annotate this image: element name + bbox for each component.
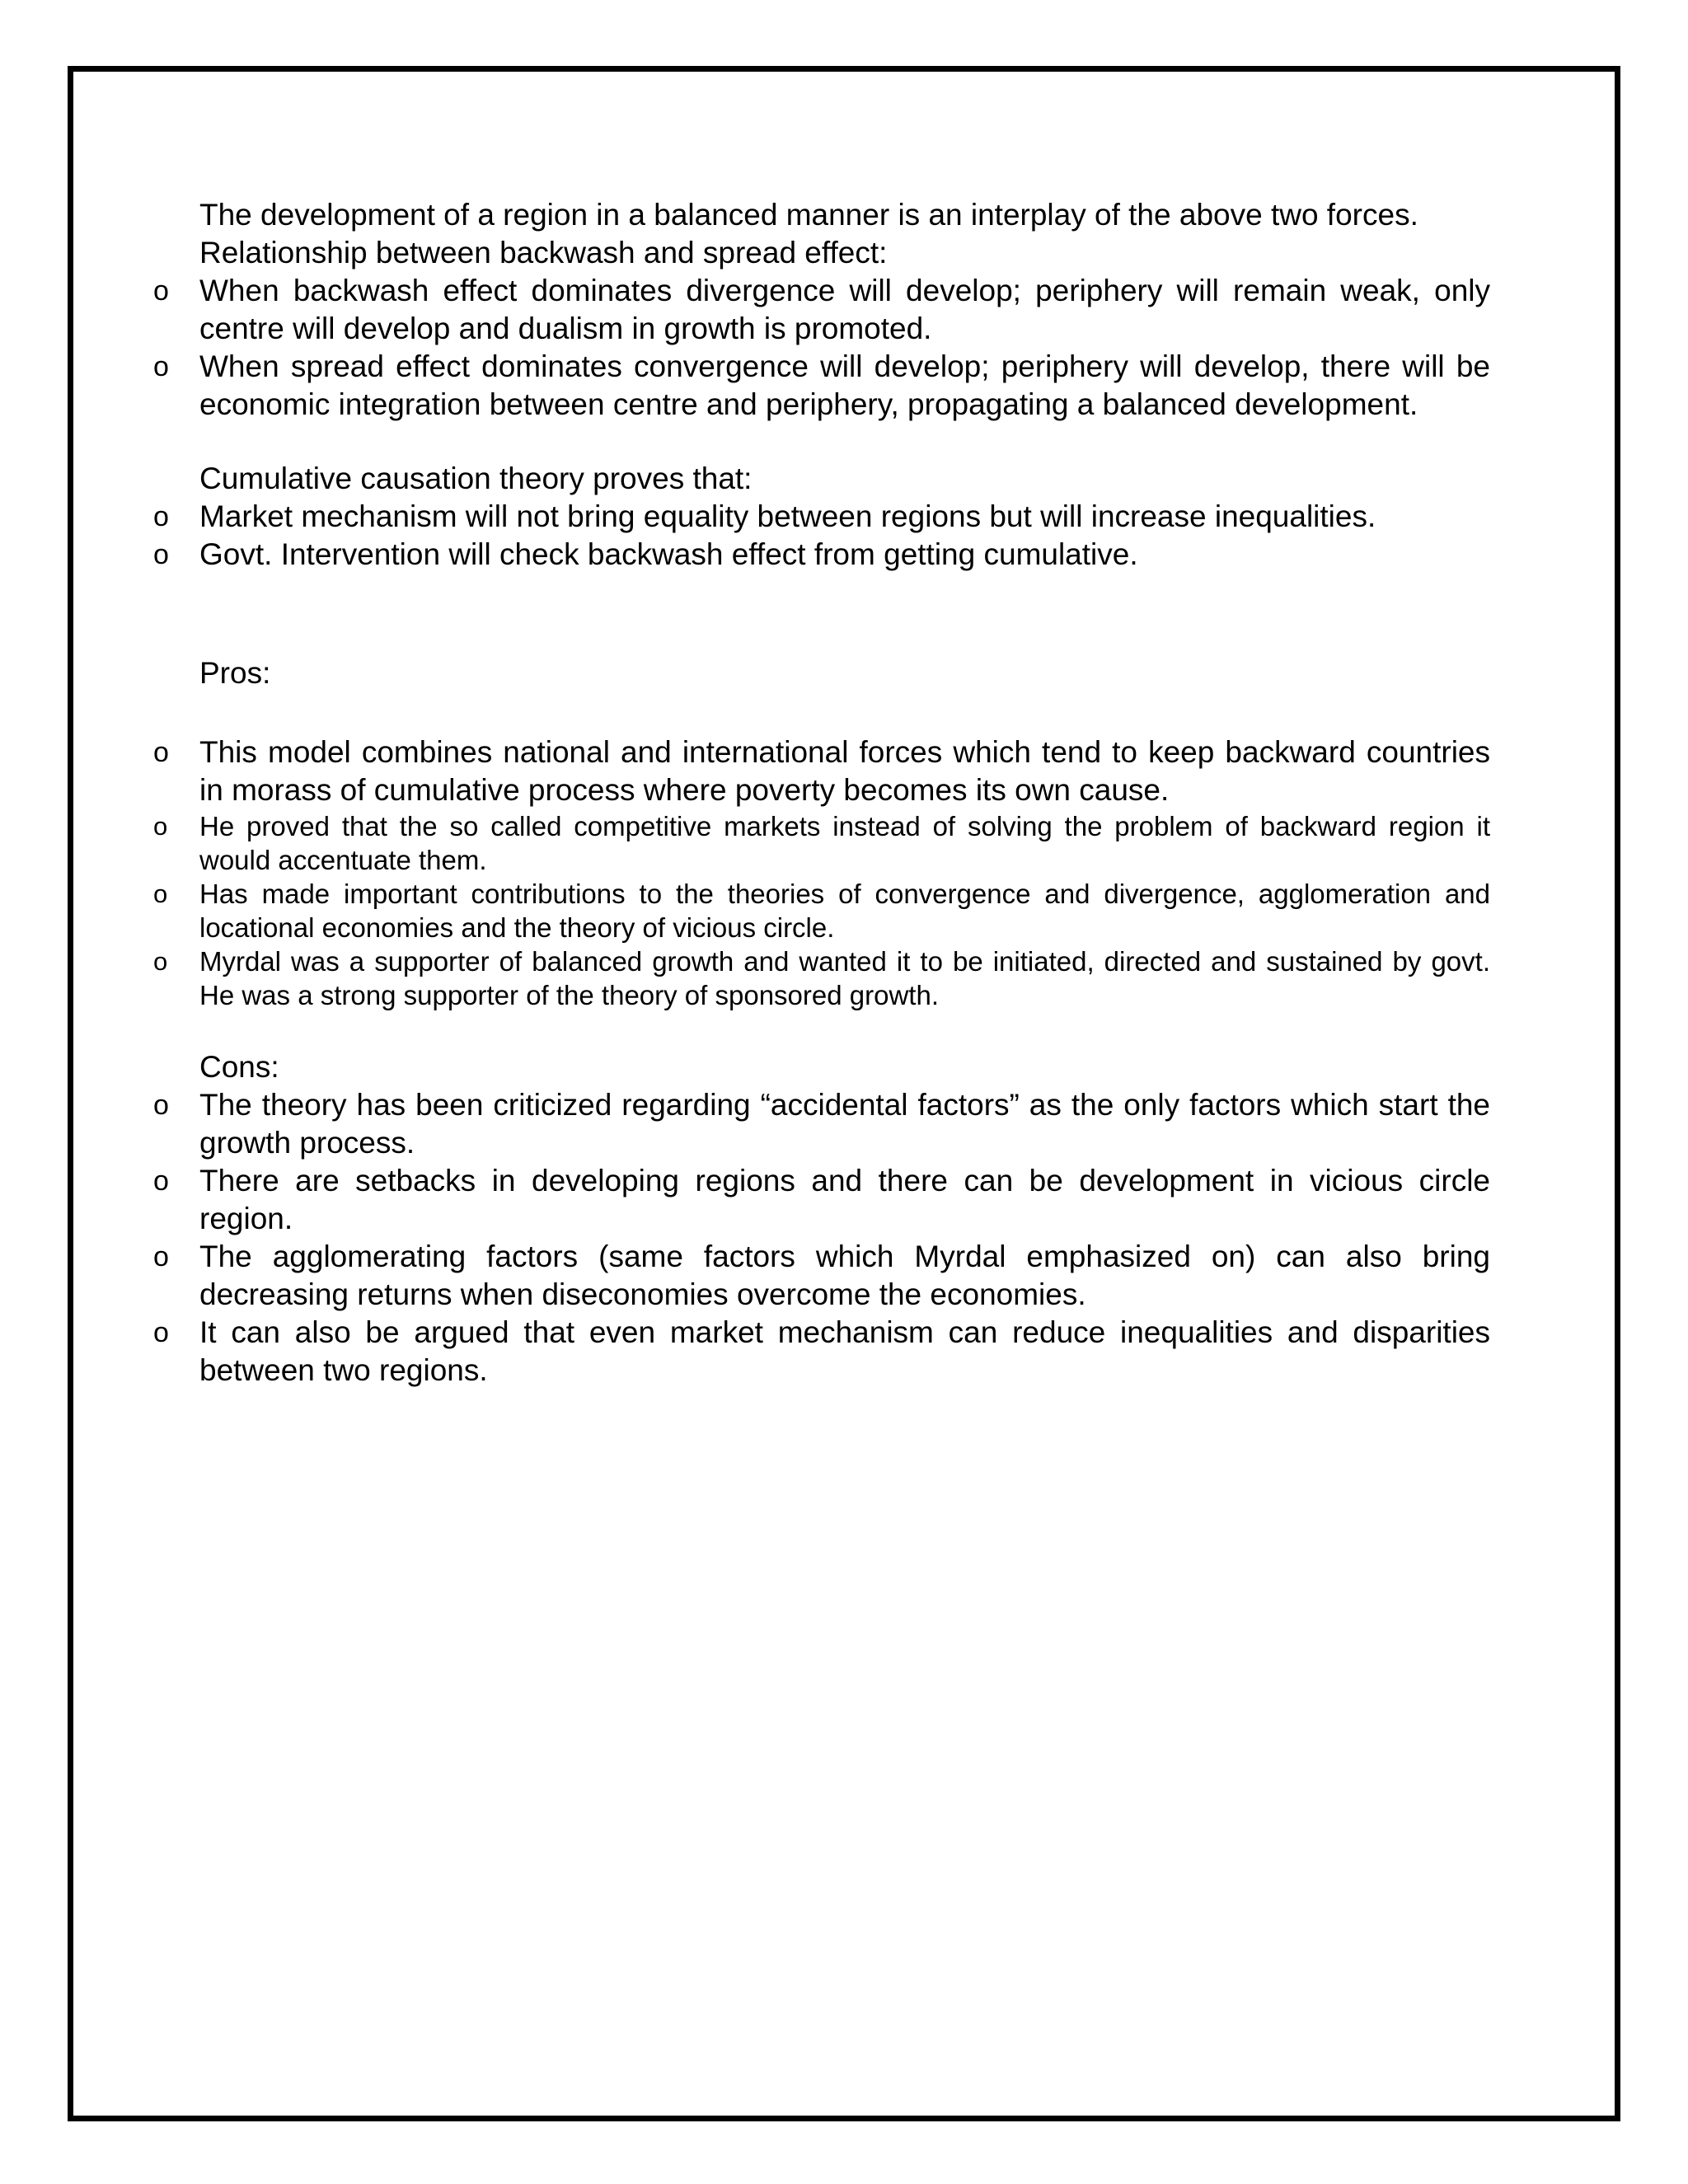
list-item-text: Market mechanism will not bring equality between regions but will increase inequalities. bbox=[199, 499, 1376, 533]
bullet-icon: o bbox=[153, 1090, 169, 1121]
list-item bbox=[153, 348, 1490, 424]
pros-list-main bbox=[153, 733, 1490, 809]
list-item-text: This model combines national and international forces which tend to keep backward countries in morass of cumulative process where poverty becomes its own cause. bbox=[199, 735, 1490, 807]
bullet-icon: o bbox=[153, 1165, 169, 1197]
pros-list-detail bbox=[153, 809, 1490, 1012]
bullet-icon: o bbox=[153, 539, 169, 570]
cumulative-heading: Cumulative causation theory proves that: bbox=[199, 462, 753, 495]
bullet-icon: o bbox=[153, 275, 169, 307]
bullet-icon: o bbox=[153, 1317, 169, 1348]
list-item bbox=[153, 944, 1490, 1012]
list-item bbox=[153, 1162, 1490, 1238]
list-item bbox=[153, 1086, 1490, 1162]
cumulative-list bbox=[153, 498, 1490, 574]
bullet-icon: o bbox=[153, 351, 169, 382]
list-item bbox=[153, 1314, 1490, 1390]
bullet-icon: o bbox=[153, 737, 169, 768]
list-item bbox=[153, 536, 1490, 574]
bullet-icon: o bbox=[153, 947, 168, 976]
list-item bbox=[153, 498, 1490, 536]
cons-list bbox=[153, 1086, 1490, 1390]
pros-heading: Pros: bbox=[199, 656, 271, 690]
bullet-icon: o bbox=[153, 501, 169, 532]
list-item-text: Has made important contributions to the theories of convergence and divergence, agglomeration and locational economies and the theory of vicious circle. bbox=[199, 879, 1490, 943]
list-item-text: It can also be argued that even market mechanism can reduce inequalities and disparities between two regions. bbox=[199, 1315, 1490, 1387]
list-item-text: The agglomerating factors (same factors which Myrdal emphasized on) can also bring decreasing returns when diseconomies overcome the economies. bbox=[199, 1240, 1490, 1311]
intro-line-2: Relationship between backwash and spread effect: bbox=[199, 236, 888, 269]
list-item-text: Govt. Intervention will check backwash effect from getting cumulative. bbox=[199, 537, 1138, 571]
relationship-list bbox=[153, 272, 1490, 424]
bullet-icon: o bbox=[153, 1241, 169, 1272]
list-item bbox=[153, 809, 1490, 877]
document-content bbox=[153, 196, 1490, 1390]
list-item-text: The theory has been criticized regarding “accidental factors” as the only factors which start the growth process. bbox=[199, 1088, 1490, 1160]
list-item bbox=[153, 733, 1490, 809]
list-item-text: He proved that the so called competitive markets instead of solving the problem of backward region it would accentuate them. bbox=[199, 811, 1490, 875]
list-item-text: When backwash effect dominates divergence will develop; periphery will remain weak, only centre will develop and dualism in growth is promoted. bbox=[199, 274, 1490, 345]
list-item bbox=[153, 877, 1490, 944]
bullet-icon: o bbox=[153, 879, 168, 908]
list-item bbox=[153, 272, 1490, 348]
intro-line-1: The development of a region in a balanced manner is an interplay of the above two forces. bbox=[199, 198, 1418, 232]
bullet-icon: o bbox=[153, 812, 168, 841]
list-item bbox=[153, 1238, 1490, 1314]
list-item-text: Myrdal was a supporter of balanced growth and wanted it to be initiated, directed and sustained by govt. He was a strong supporter of the theory of sponsored growth. bbox=[199, 946, 1490, 1010]
list-item-text: There are setbacks in developing regions and there can be development in vicious circle region. bbox=[199, 1164, 1490, 1235]
cons-heading: Cons: bbox=[199, 1050, 279, 1084]
list-item-text: When spread effect dominates convergence will develop; periphery will develop, there will be economic integration between centre and periphery, propagating a balanced development. bbox=[199, 349, 1490, 421]
